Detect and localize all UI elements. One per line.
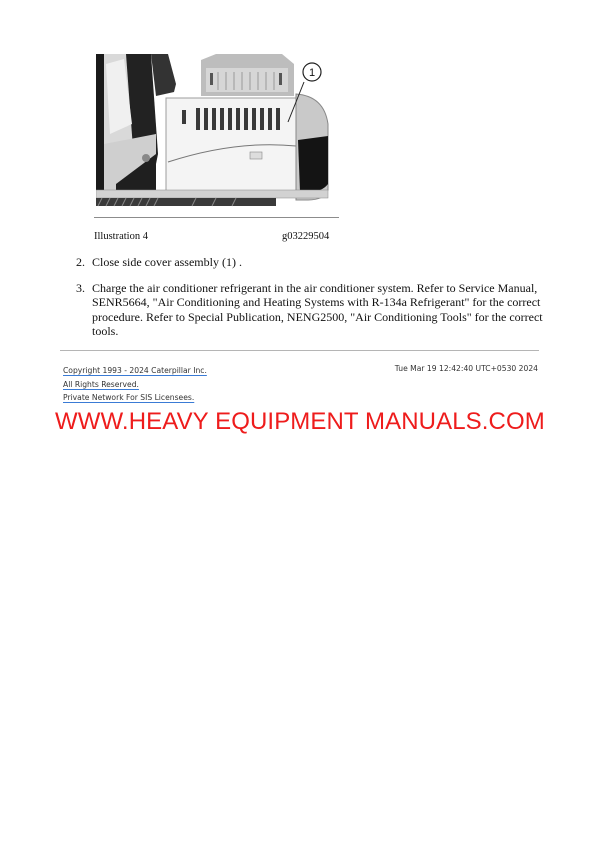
private-network-link[interactable]: Private Network For SIS Licensees. <box>63 393 195 402</box>
footer-divider <box>60 350 539 351</box>
step-text: Close side cover assembly (1) . <box>92 255 242 269</box>
illustration-caption: Illustration 4 <box>94 231 148 242</box>
copyright-link[interactable]: Copyright 1993 - 2024 Caterpillar Inc. <box>63 366 207 375</box>
step-number: 2. <box>76 255 85 269</box>
excavator-image <box>96 54 332 210</box>
illustration-divider <box>94 217 339 218</box>
step-text: Charge the air conditioner refrigerant in the air conditioner system. Refer to Service Manual, SENR5664, "Air Conditioning and Heating Systems with R-134a Refrigerant" for the correct procedure. Refer to Special Publication, NENG2500, "Air Conditioning Tools" for the correct tools. <box>92 280 543 338</box>
illustration-id: g03229504 <box>282 231 330 242</box>
watermark-text: WWW.HEAVY EQUIPMENT MANUALS.COM <box>55 408 545 435</box>
footer-timestamp: Tue Mar 19 12:42:40 UTC+0530 2024 <box>394 364 538 373</box>
footer-links <box>63 364 207 405</box>
procedure-steps <box>76 255 556 350</box>
step-number: 3. <box>76 280 85 295</box>
illustration-side-cover <box>96 54 332 210</box>
step-item <box>76 255 556 270</box>
step-item <box>76 281 556 339</box>
rights-reserved-link[interactable]: All Rights Reserved. <box>63 379 139 389</box>
svg-text:1: 1 <box>308 67 316 79</box>
